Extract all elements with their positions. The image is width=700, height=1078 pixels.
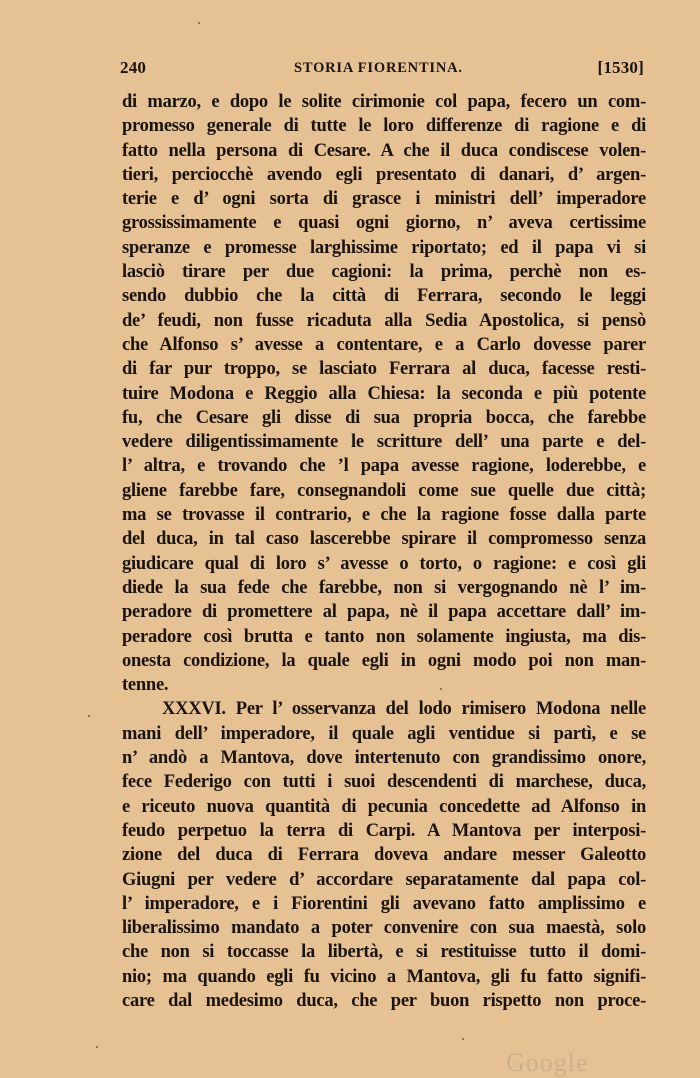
text-line: ma se trovasse il contrario, e che la ragione fosse dalla parte — [122, 505, 646, 526]
text-line: che Alfonso s’ avesse a contentare, e a Carlo dovesse parer — [122, 334, 646, 355]
text-line: di far pur troppo, se lasciato Ferrara al duca, facesse resti- — [122, 359, 646, 380]
speck — [440, 688, 442, 690]
speck — [88, 715, 90, 717]
text-line: lasciò tirare per due cagioni: la prima, perchè non es- — [122, 262, 646, 283]
text-line: mani dell’ imperadore, il quale agli ventidue si partì, e se — [122, 723, 646, 744]
text-line: di marzo, e dopo le solite cirimonie col papa, fecero un com- — [122, 92, 646, 112]
text-line: del duca, in tal caso lascerebbe spirare il compromesso senza — [122, 529, 646, 550]
text-line: peradore così brutta e tanto non solamente ingiusta, ma dis- — [122, 626, 646, 647]
running-header — [120, 58, 644, 86]
text-line: nio; ma quando egli fu vicino a Mantova, gli fu fatto signifi- — [122, 966, 646, 987]
text-line: peradore di promettere al papa, nè il papa accettare dall’ im- — [122, 602, 646, 623]
text-line: de’ feudi, non fusse ricaduta alla Sedia Apostolica, si pensò — [122, 310, 646, 331]
section-heading-line: XXXVI. Per l’ osservanza del lodo rimisero Modona nelle — [162, 699, 646, 720]
text-line: tieri, perciocchè avendo egli presentato di danari, d’ argen- — [122, 164, 646, 185]
year-marker: [1530] — [597, 58, 644, 77]
text-line: care dal medesimo duca, che per buon rispetto non proce- — [122, 990, 646, 1011]
speck — [198, 22, 200, 24]
text-line: gliene farebbe fare, consegnandoli come sue quelle due città; — [122, 480, 646, 501]
body-text — [122, 90, 646, 1013]
text-line: sendo dubbio che la città di Ferrara, secondo le leggi — [122, 286, 646, 307]
text-line: feudo perpetuo la terra di Carpi. A Mantova per interposi- — [122, 820, 646, 841]
text-line: n’ andò a Mantova, dove intertenuto con grandissimo onore, — [122, 748, 646, 769]
paragraph-end-line: tenne. — [122, 675, 169, 696]
speck — [96, 1046, 98, 1048]
text-line: grossissimamente e quasi ogni giorno, n’ aveva certissime — [122, 213, 646, 234]
text-line: fece Federigo con tutti i suoi descendenti di marchese, duca, — [122, 772, 646, 793]
text-line: l’ altra, e trovando che ’l papa avesse ragione, loderebbe, e — [122, 456, 646, 477]
text-line: fu, che Cesare gli disse di sua propria bocca, che farebbe — [122, 407, 646, 428]
text-line: liberalissimo mandato a poter convenire con sua maestà, solo — [122, 918, 646, 939]
scan-watermark: Google — [506, 1048, 589, 1077]
text-line: giudicare qual di loro s’ avesse o torto, o ragione: e così gli — [122, 553, 646, 574]
text-line: fatto nella persona di Cesare. A che il duca condiscese volen- — [122, 140, 646, 161]
text-line: terie e d’ ogni sorta di grasce i ministri dell’ imperadore — [122, 189, 646, 210]
text-line: vedere diligentissimamente le scritture dell’ una parte e del- — [122, 432, 646, 453]
text-line: onesta condizione, la quale egli in ogni modo poi non man- — [122, 650, 646, 671]
text-line: l’ imperadore, e i Fiorentini gli avevano fatto amplissimo e — [122, 893, 646, 914]
text-line: Giugni per vedere d’ accordare separatamente dal papa col- — [122, 869, 646, 890]
page-number: 240 — [120, 58, 147, 77]
text-line: che non si toccasse la libertà, e si restituisse tutto il domi- — [122, 942, 646, 963]
text-line: speranze e promesse larghissime riportato; ed il papa vi si — [122, 237, 646, 258]
text-line: diede la sua fede che farebbe, non si vergognando nè l’ im- — [122, 577, 646, 598]
text-line: promesso generale di tutte le loro differenze di ragione e di — [122, 116, 646, 137]
text-line: e riceuto nuova quantità di pecunia concedette ad Alfonso in — [122, 796, 646, 817]
text-line: tuire Modona e Reggio alla Chiesa: la seconda e più potente — [122, 383, 646, 404]
speck — [462, 1038, 464, 1040]
running-title: STORIA FIORENTINA. — [294, 60, 463, 76]
text-line: zione del duca di Ferrara doveva andare messer Galeotto — [122, 845, 646, 866]
